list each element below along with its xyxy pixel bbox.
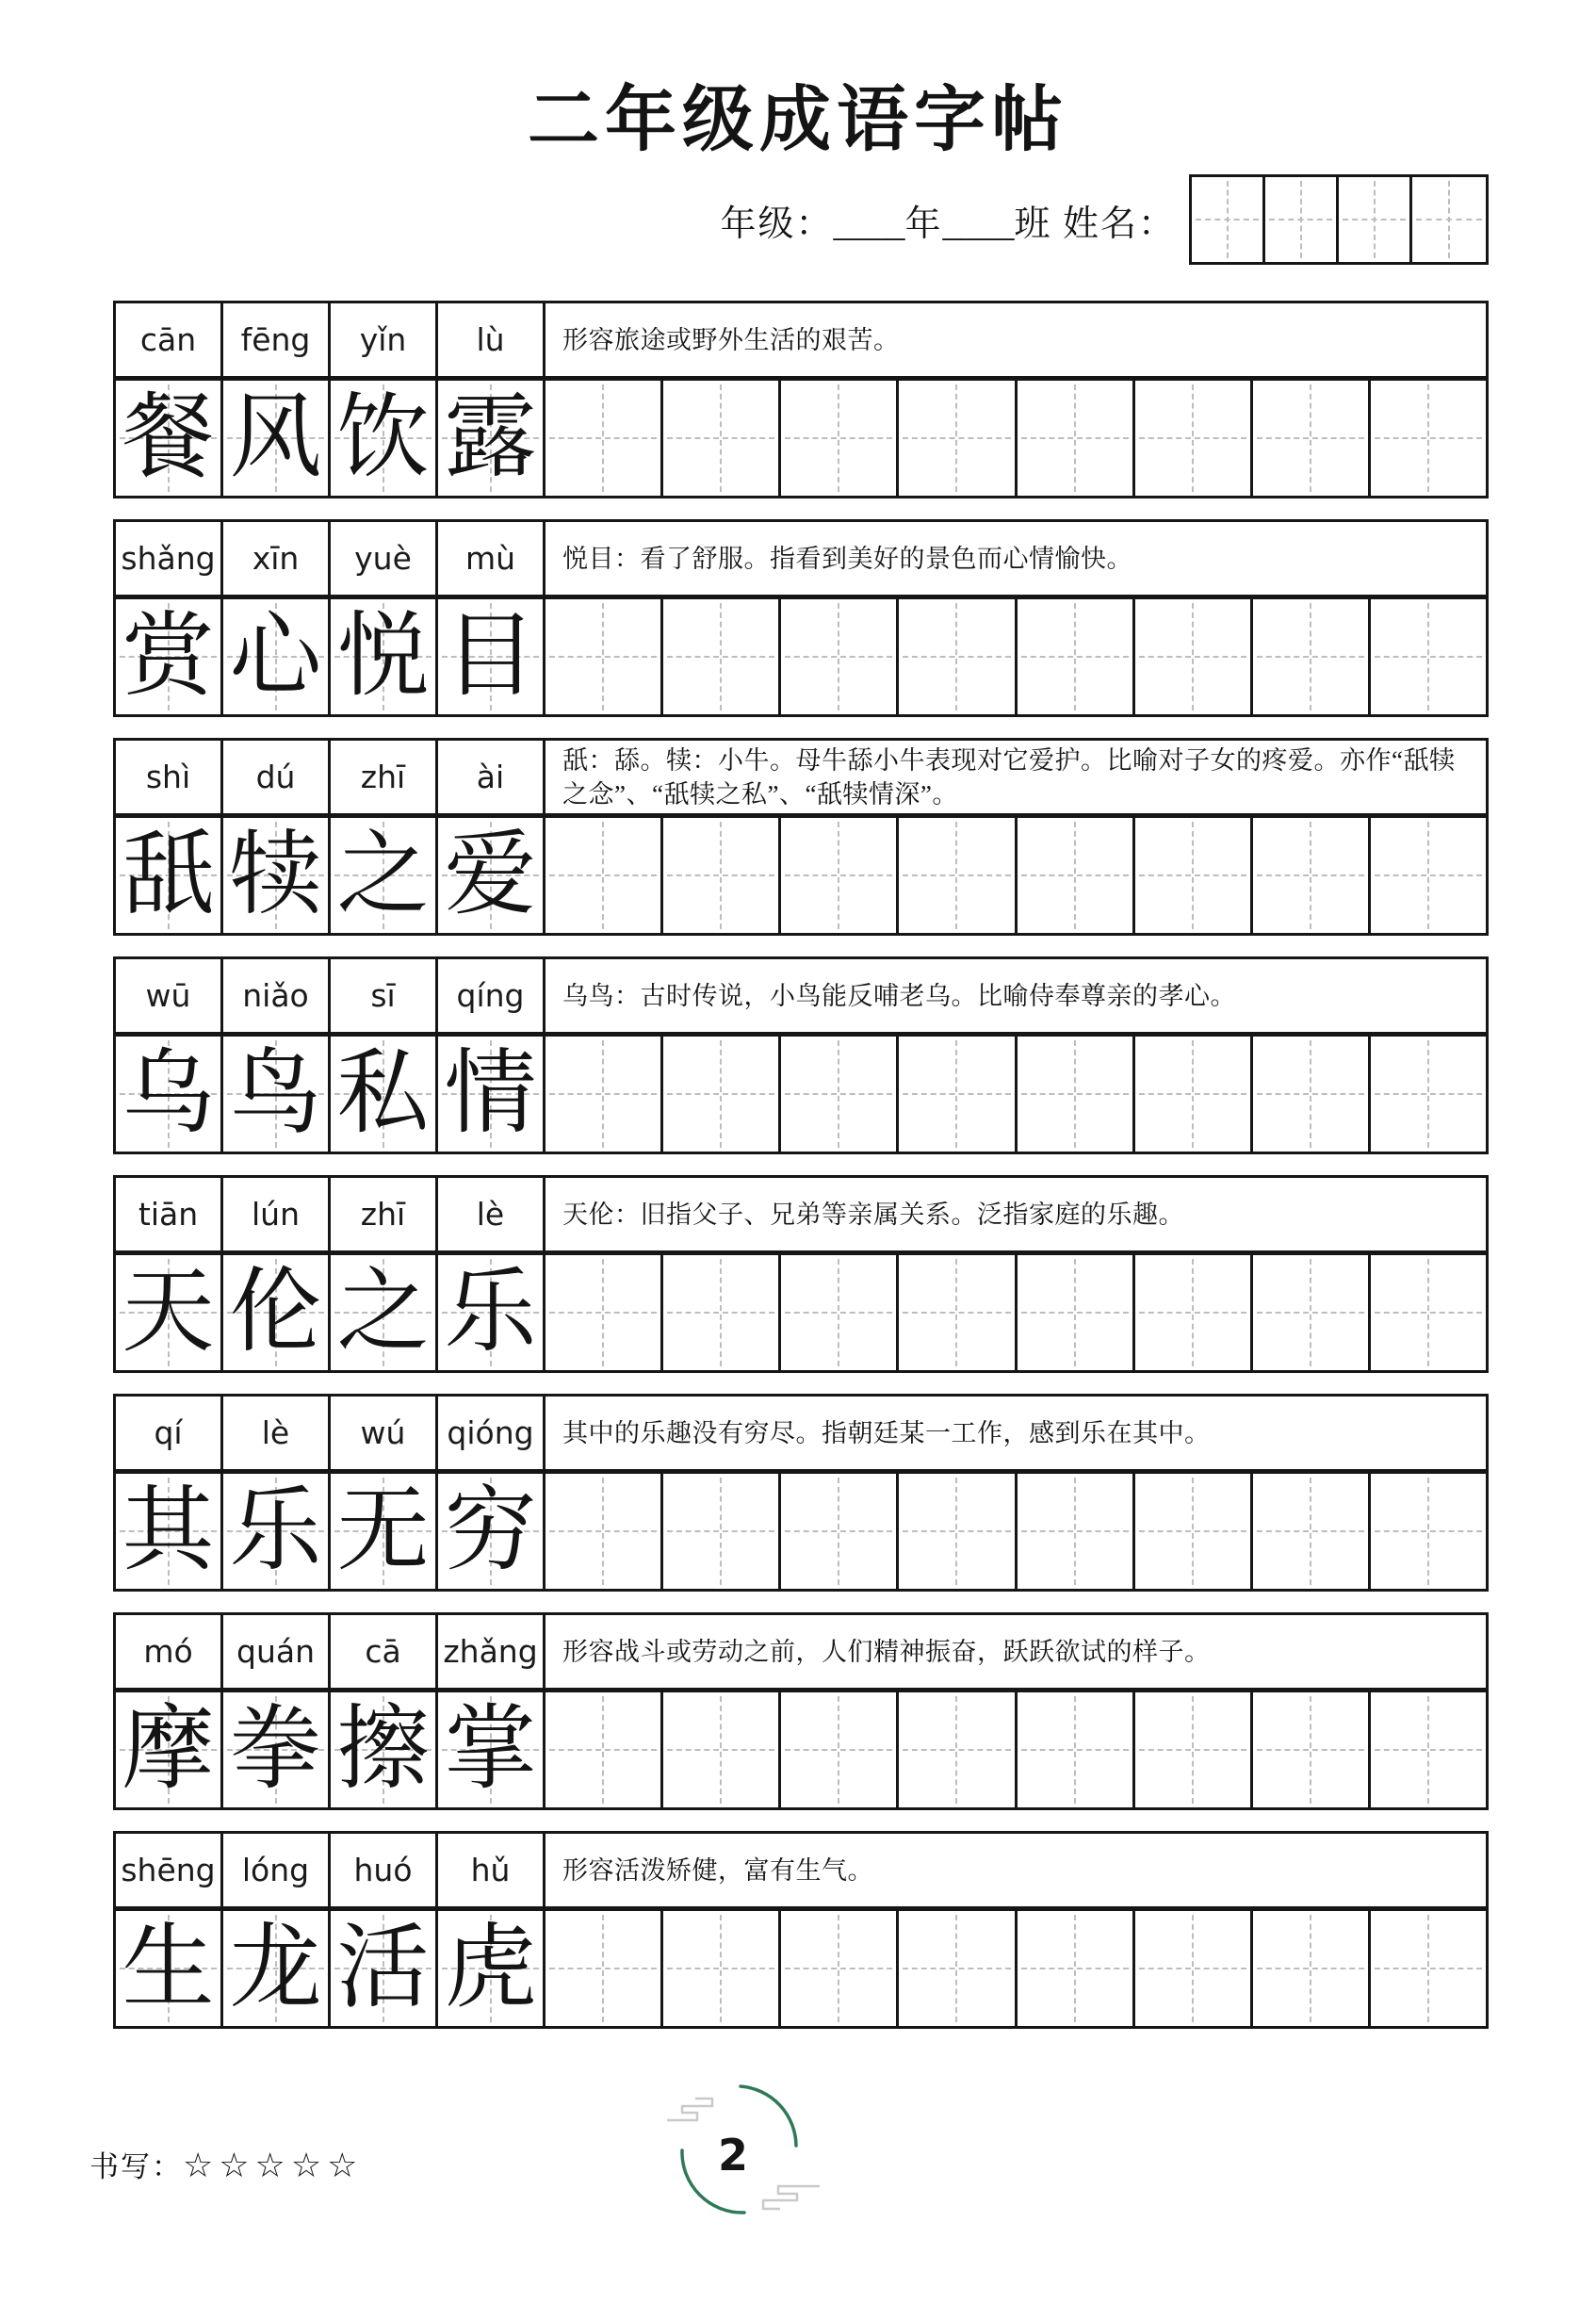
character-cell bbox=[331, 381, 438, 496]
practice-cell bbox=[1135, 1692, 1253, 1807]
idiom-block bbox=[113, 1175, 1489, 1373]
character-cell bbox=[116, 1255, 223, 1370]
character-cell bbox=[331, 1692, 438, 1807]
practice-cell bbox=[1018, 599, 1135, 714]
pinyin-cell: qióng bbox=[438, 1397, 546, 1469]
page-number-decoration bbox=[658, 2075, 827, 2254]
practice-cell bbox=[781, 1255, 899, 1370]
idiom-practice-row bbox=[113, 1906, 1489, 2029]
character-cell bbox=[331, 1037, 438, 1152]
idiom-header-row bbox=[113, 519, 1489, 595]
pinyin-cell: wū bbox=[116, 959, 223, 1032]
practice-cell bbox=[1371, 1255, 1486, 1370]
idiom-character: 餐 bbox=[122, 387, 215, 489]
practice-cell bbox=[899, 1692, 1017, 1807]
idiom-header-row bbox=[113, 1831, 1489, 1906]
pinyin-cell: quán bbox=[223, 1615, 331, 1688]
practice-cell bbox=[1018, 1911, 1135, 2026]
character-cell bbox=[438, 1037, 546, 1152]
idiom-character: 赏 bbox=[122, 606, 215, 708]
writing-rating bbox=[90, 2143, 363, 2185]
pinyin-cell: cā bbox=[331, 1615, 438, 1688]
character-cell bbox=[116, 1911, 223, 2026]
pinyin-cell: niǎo bbox=[223, 959, 331, 1032]
idiom-practice-row bbox=[113, 1250, 1489, 1373]
pinyin-cell: lún bbox=[223, 1178, 331, 1250]
character-cell bbox=[116, 1037, 223, 1152]
idiom-blocks bbox=[113, 301, 1489, 2029]
page-title: 二年级成语字帖 bbox=[528, 81, 1068, 160]
character-cell bbox=[438, 381, 546, 496]
idiom-practice-row bbox=[113, 595, 1489, 717]
idiom-character: 天 bbox=[122, 1262, 215, 1364]
practice-cell bbox=[546, 1474, 663, 1589]
idiom-practice-row bbox=[113, 1688, 1489, 1810]
student-info-text bbox=[720, 194, 1176, 246]
idiom-character: 伦 bbox=[229, 1262, 322, 1364]
idiom-character: 乌 bbox=[122, 1043, 215, 1145]
idiom-definition: 舐：舔。犊：小牛。母牛舔小牛表现对它爱护。比喻对子女的疼爱。亦作“舐犊之念”、“舐犊之私”、“舐犊情深”。 bbox=[562, 745, 1456, 809]
practice-cell bbox=[663, 599, 781, 714]
character-cell bbox=[116, 818, 223, 933]
practice-cell bbox=[546, 1692, 663, 1807]
practice-cell bbox=[1371, 1911, 1486, 2026]
practice-cell bbox=[899, 1255, 1017, 1370]
pinyin-cell: wú bbox=[331, 1397, 438, 1469]
practice-cell bbox=[781, 818, 899, 933]
idiom-character: 生 bbox=[122, 1918, 215, 2019]
practice-cell bbox=[546, 381, 663, 496]
practice-cell bbox=[1135, 1474, 1253, 1589]
practice-cell bbox=[1371, 818, 1486, 933]
idiom-definition: 形容战斗或劳动之前，人们精神振奋，跃跃欲试的样子。 bbox=[562, 1637, 1211, 1666]
idiom-character: 情 bbox=[444, 1043, 537, 1145]
practice-cell bbox=[1253, 381, 1371, 496]
pinyin-cell: shēng bbox=[116, 1834, 223, 1906]
practice-cell bbox=[899, 1474, 1017, 1589]
character-cell bbox=[331, 1911, 438, 2026]
practice-cell bbox=[1135, 818, 1253, 933]
practice-cell bbox=[546, 1911, 663, 2026]
pinyin-cell: xīn bbox=[223, 522, 331, 595]
idiom-character: 穷 bbox=[444, 1480, 537, 1582]
practice-cell bbox=[781, 1037, 899, 1152]
idiom-character: 犊 bbox=[229, 825, 322, 926]
practice-cell bbox=[546, 818, 663, 933]
worksheet bbox=[113, 301, 1489, 2029]
idiom-character: 无 bbox=[336, 1480, 430, 1582]
idiom-block bbox=[113, 519, 1489, 717]
pinyin-cell: shǎng bbox=[116, 522, 223, 595]
practice-cell bbox=[1371, 1692, 1486, 1807]
idiom-character: 掌 bbox=[444, 1699, 537, 1801]
pinyin-cell: lè bbox=[223, 1397, 331, 1469]
idiom-character: 爱 bbox=[444, 825, 537, 926]
practice-cell bbox=[899, 1911, 1017, 2026]
practice-cell bbox=[1371, 1474, 1486, 1589]
idiom-block bbox=[113, 1831, 1489, 2029]
practice-cell bbox=[781, 1911, 899, 2026]
practice-cell bbox=[1253, 1692, 1371, 1807]
pinyin-cell: huó bbox=[331, 1834, 438, 1906]
practice-cell bbox=[1253, 818, 1371, 933]
character-cell bbox=[331, 818, 438, 933]
pinyin-cell: hǔ bbox=[438, 1834, 546, 1906]
idiom-block bbox=[113, 1612, 1489, 1810]
character-cell bbox=[438, 599, 546, 714]
character-cell bbox=[116, 381, 223, 496]
practice-cell bbox=[781, 599, 899, 714]
character-cell bbox=[223, 1692, 331, 1807]
pinyin-cell: fēng bbox=[223, 303, 331, 376]
pinyin-cell: shì bbox=[116, 741, 223, 813]
pinyin-cell: tiān bbox=[116, 1178, 223, 1250]
pinyin-cell: yǐn bbox=[331, 303, 438, 376]
practice-cell bbox=[1135, 1255, 1253, 1370]
practice-cell bbox=[663, 1911, 781, 2026]
idiom-header-row bbox=[113, 1394, 1489, 1469]
practice-cell bbox=[1018, 1692, 1135, 1807]
pinyin-cell: sī bbox=[331, 959, 438, 1032]
practice-cell bbox=[1253, 1255, 1371, 1370]
practice-cell bbox=[1371, 1037, 1486, 1152]
pinyin-cell: lè bbox=[438, 1178, 546, 1250]
character-cell bbox=[116, 599, 223, 714]
practice-cell bbox=[1135, 1037, 1253, 1152]
idiom-practice-row bbox=[113, 1469, 1489, 1592]
idiom-definition: 形容活泼矫健，富有生气。 bbox=[562, 1855, 873, 1885]
idiom-character: 露 bbox=[444, 387, 537, 489]
practice-cell bbox=[663, 1692, 781, 1807]
practice-cell bbox=[663, 381, 781, 496]
idiom-character: 虎 bbox=[444, 1918, 537, 2019]
practice-cell bbox=[899, 818, 1017, 933]
idiom-block bbox=[113, 956, 1489, 1154]
character-cell bbox=[116, 1474, 223, 1589]
practice-cell bbox=[1253, 1474, 1371, 1589]
idiom-definition: 天伦：旧指父子、兄弟等亲属关系。泛指家庭的乐趣。 bbox=[562, 1200, 1184, 1229]
idiom-practice-row bbox=[113, 813, 1489, 936]
student-info-row bbox=[0, 172, 1489, 267]
idiom-character: 拳 bbox=[229, 1699, 322, 1801]
practice-cell bbox=[1018, 818, 1135, 933]
practice-cell bbox=[663, 1255, 781, 1370]
practice-cell bbox=[546, 1255, 663, 1370]
character-cell bbox=[223, 818, 331, 933]
pinyin-cell: zhī bbox=[331, 1178, 438, 1250]
practice-cell bbox=[899, 1037, 1017, 1152]
idiom-definition: 乌鸟：古时传说，小鸟能反哺老乌。比喻侍奉尊亲的孝心。 bbox=[562, 981, 1236, 1010]
practice-cell bbox=[781, 381, 899, 496]
idiom-character: 乐 bbox=[444, 1262, 537, 1364]
idiom-character: 私 bbox=[336, 1043, 430, 1145]
character-cell bbox=[438, 1255, 546, 1370]
character-cell bbox=[438, 1692, 546, 1807]
practice-cell bbox=[546, 1037, 663, 1152]
character-cell bbox=[116, 1692, 223, 1807]
idiom-character: 之 bbox=[336, 1262, 430, 1364]
practice-cell bbox=[1018, 1474, 1135, 1589]
practice-cell bbox=[1253, 1911, 1371, 2026]
pinyin-cell: yuè bbox=[331, 522, 438, 595]
idiom-header-row bbox=[113, 956, 1489, 1032]
pinyin-cell: dú bbox=[223, 741, 331, 813]
idiom-block bbox=[113, 738, 1489, 936]
class-suffix: 班 bbox=[1014, 204, 1052, 244]
idiom-character: 目 bbox=[444, 606, 537, 708]
practice-cell bbox=[1135, 1911, 1253, 2026]
idiom-definition: 其中的乐趣没有穷尽。指朝廷某一工作，感到乐在其中。 bbox=[562, 1418, 1211, 1447]
practice-cell bbox=[663, 818, 781, 933]
character-cell bbox=[331, 599, 438, 714]
pinyin-cell: mó bbox=[116, 1615, 223, 1688]
writing-label: 书写： bbox=[90, 2150, 183, 2183]
idiom-header-row bbox=[113, 738, 1489, 813]
idiom-character: 心 bbox=[229, 606, 322, 708]
character-cell bbox=[331, 1474, 438, 1589]
practice-cell bbox=[1253, 1037, 1371, 1152]
practice-cell bbox=[1018, 1037, 1135, 1152]
idiom-character: 乐 bbox=[229, 1480, 322, 1582]
idiom-header-row bbox=[113, 1175, 1489, 1250]
practice-cell bbox=[1135, 381, 1253, 496]
pinyin-cell: qíng bbox=[438, 959, 546, 1032]
idiom-character: 悦 bbox=[336, 606, 430, 708]
name-box bbox=[1412, 177, 1486, 262]
pinyin-cell: zhǎng bbox=[438, 1615, 546, 1688]
idiom-character: 摩 bbox=[122, 1699, 215, 1801]
idiom-definition: 悦目：看了舒服。指看到美好的景色而心情愉快。 bbox=[562, 544, 1132, 573]
practice-cell bbox=[1018, 381, 1135, 496]
character-cell bbox=[438, 818, 546, 933]
year-suffix: 年 bbox=[904, 204, 943, 244]
grade-blank: ____ bbox=[833, 204, 905, 244]
character-cell bbox=[223, 1255, 331, 1370]
character-cell bbox=[438, 1474, 546, 1589]
character-cell bbox=[223, 1037, 331, 1152]
character-cell bbox=[223, 1911, 331, 2026]
practice-cell bbox=[663, 1037, 781, 1152]
idiom-block bbox=[113, 1394, 1489, 1592]
practice-cell bbox=[781, 1692, 899, 1807]
idiom-character: 鸟 bbox=[229, 1043, 322, 1145]
name-label: 姓名： bbox=[1062, 204, 1176, 244]
idiom-header-row bbox=[113, 301, 1489, 376]
idiom-block bbox=[113, 301, 1489, 498]
pinyin-cell: zhī bbox=[331, 741, 438, 813]
practice-cell bbox=[899, 381, 1017, 496]
pinyin-cell: lóng bbox=[223, 1834, 331, 1906]
rating-stars: ☆☆☆☆☆ bbox=[183, 2147, 364, 2184]
practice-cell bbox=[1371, 381, 1486, 496]
practice-cell bbox=[663, 1474, 781, 1589]
idiom-character: 其 bbox=[122, 1480, 215, 1582]
idiom-character: 擦 bbox=[336, 1699, 430, 1801]
idiom-character: 龙 bbox=[229, 1918, 322, 2019]
character-cell bbox=[223, 599, 331, 714]
idiom-character: 舐 bbox=[122, 825, 215, 926]
character-cell bbox=[438, 1911, 546, 2026]
idiom-character: 饮 bbox=[336, 387, 430, 489]
practice-cell bbox=[1371, 599, 1486, 714]
character-cell bbox=[223, 381, 331, 496]
practice-cell bbox=[1253, 599, 1371, 714]
pinyin-cell: cān bbox=[116, 303, 223, 376]
name-box bbox=[1192, 177, 1265, 262]
class-blank: ____ bbox=[942, 204, 1015, 244]
pinyin-cell: lù bbox=[438, 303, 546, 376]
name-grid bbox=[1189, 174, 1489, 265]
character-cell bbox=[223, 1474, 331, 1589]
idiom-practice-row bbox=[113, 1032, 1489, 1154]
grade-label: 年级： bbox=[720, 204, 834, 244]
idiom-character: 风 bbox=[229, 387, 322, 489]
name-box bbox=[1339, 177, 1412, 262]
practice-cell bbox=[546, 599, 663, 714]
pinyin-cell: mù bbox=[438, 522, 546, 595]
page-footer bbox=[0, 2069, 1596, 2320]
idiom-header-row bbox=[113, 1612, 1489, 1688]
practice-cell bbox=[899, 599, 1017, 714]
pinyin-cell: ài bbox=[438, 741, 546, 813]
practice-cell bbox=[781, 1474, 899, 1589]
idiom-practice-row bbox=[113, 376, 1489, 498]
pinyin-cell: qí bbox=[116, 1397, 223, 1469]
character-cell bbox=[331, 1255, 438, 1370]
idiom-character: 之 bbox=[336, 825, 430, 926]
practice-cell bbox=[1018, 1255, 1135, 1370]
idiom-definition: 形容旅途或野外生活的艰苦。 bbox=[562, 325, 900, 354]
name-box bbox=[1265, 177, 1339, 262]
page-number: 2 bbox=[717, 2130, 748, 2181]
practice-cell bbox=[1135, 599, 1253, 714]
idiom-character: 活 bbox=[336, 1918, 430, 2019]
